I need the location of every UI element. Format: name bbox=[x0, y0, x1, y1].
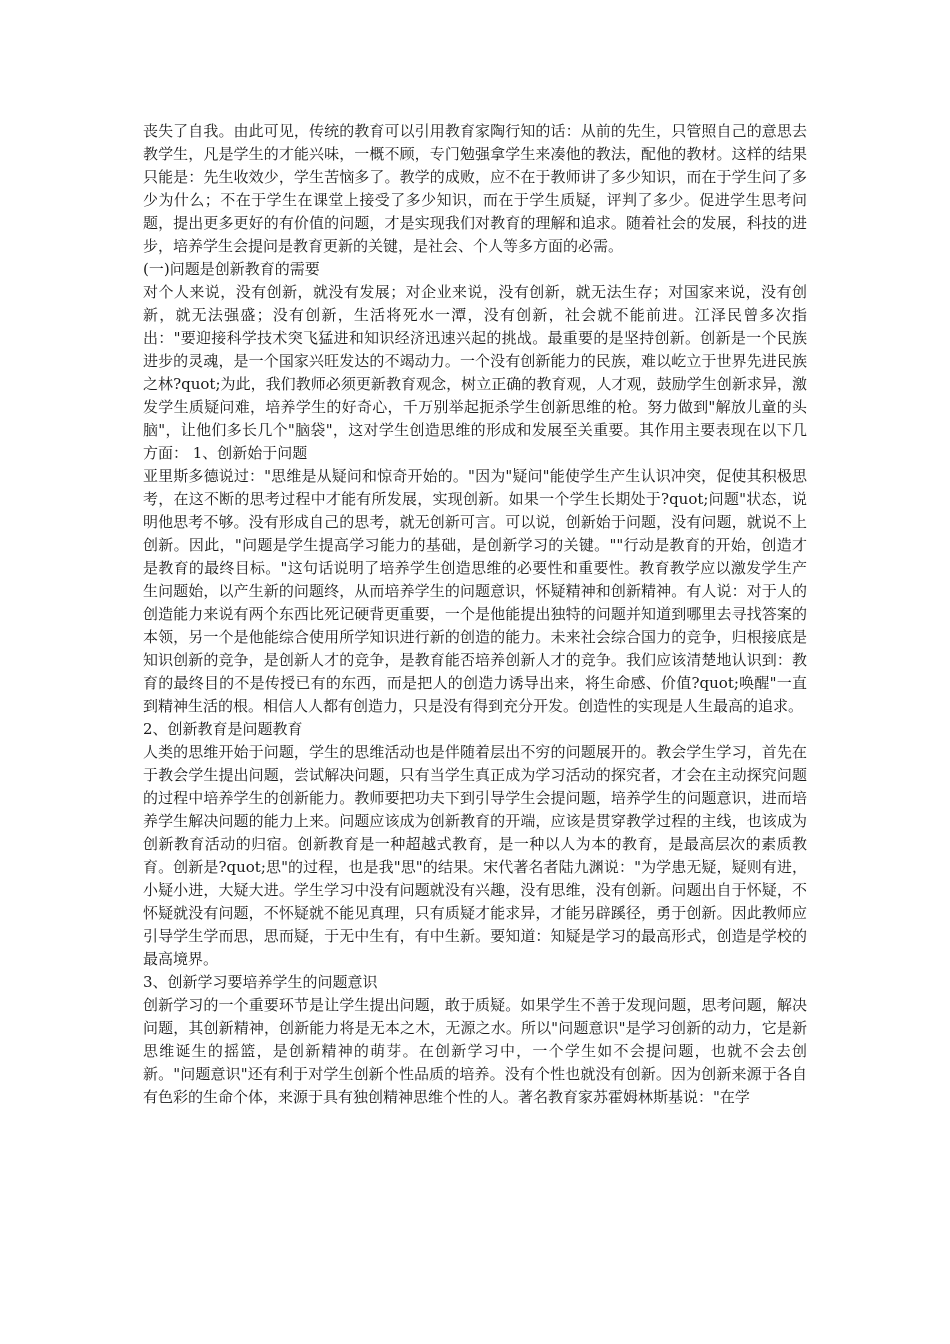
paragraph-innovation-need: 对个人来说，没有创新，就没有发展；对企业来说，没有创新，就无法生存；对国家来说，没有创新，就无法强盛；没有创新，生活将死水一潭，没有创新，社会就不能前进。江泽民曾多次指出："要迎接科学技术突飞猛进和知识经济迅速兴起的挑战。最重要的是坚持创新。创新是一个民族进步的灵魂，是一个国家兴旺发达的不竭动力。一个没有创新能力的民族，难以屹立于世界先进民族之林?quot;为此，我们教师必须更新教育观念，树立正确的教育观，人才观，鼓励学生创新求异，激发学生质疑问难，培养学生的好奇心，千万别举起扼杀学生创新思维的枪。努力做到"解放儿童的头脑"，让他们多长几个"脑袋"，这对学生创造思维的形成和发展至关重要。其作用主要表现在以下几方面： 1、创新始于问题 bbox=[143, 283, 807, 462]
section-heading-2: 2、创新教育是问题教育 bbox=[143, 720, 303, 738]
paragraph-problem-awareness: 创新学习的一个重要环节是让学生提出问题，敢于质疑。如果学生不善于发现问题，思考问题，解决问题，其创新精神，创新能力将是无本之木，无源之水。所以"问题意识"是学习创新的动力，它是新思维诞生的摇篮，是创新精神的萌芽。在创新学习中，一个学生如不会提问题，也就不会去创新。"问题意识"还有利于对学生创新个性品质的培养。没有个性也就没有创新。因为创新来源于各自有色彩的生命个体，来源于具有独创精神思维个性的人。著名教育家苏霍姆林斯基说："在学 bbox=[143, 996, 807, 1106]
section-heading-1: (一)问题是创新教育的需要 bbox=[143, 260, 320, 278]
paragraph-intro: 丧失了自我。由此可见，传统的教育可以引用教育家陶行知的话：从前的先生，只管照自己的意思去教学生，凡是学生的才能兴味，一概不顾，专门勉强拿学生来凑他的教法，配他的教材。这样的结果只能是：先生收效少，学生苦恼多了。教学的成败，应不在于教师讲了多少知识，而在于学生问了多少为什么；不在于学生在课堂上接受了多少知识，而在于学生质疑，评判了多少。促进学生思考问题，提出更多更好的有价值的问题，才是实现我们对教育的理解和追求。随着社会的发展，科技的进步，培养学生会提问是教育更新的关键，是社会、个人等多方面的必需。 bbox=[143, 122, 807, 255]
paragraph-problem-education: 人类的思维开始于问题，学生的思维活动也是伴随着层出不穷的问题展开的。教会学生学习，首先在于教会学生提出问题，尝试解决问题，只有当学生真正成为学习活动的探究者，才会在主动探究问题的过程中培养学生的创新能力。教师要把功夫下到引导学生会提问题，培养学生的问题意识，进而培养学生解决问题的能力上来。问题应该成为创新教育的开端，应该是贯穿教学过程的主线，也该成为创新教育活动的归宿。创新教育是一种超越式教育，是一种以人为本的教育，是最高层次的素质教育。创新是?quot;思"的过程，也是我"思"的结果。宋代著名者陆九渊说："为学患无疑，疑则有进，小疑小进，大疑大进。学生学习中没有问题就没有兴趣，没有思维，没有创新。问题出自于怀疑，不怀疑就没有问题，不怀疑就不能见真理，只有质疑才能求异，才能另辟蹊径，勇于创新。因此教师应引导学生学而思，思而疑，于无中生有，有中生新。要知道：知疑是学习的最高形式，创造是学校的最高境界。 bbox=[143, 743, 807, 968]
paragraph-innovation-starts: 亚里斯多德说过："思维是从疑问和惊奇开始的。"因为"疑问"能使学生产生认识冲突，促使其积极思考，在这不断的思考过程中才能有所发展，实现创新。如果一个学生长期处于?quot;问题"状态，说明他思考不够。没有形成自己的思考，就无创新可言。可以说，创新始于问题，没有问题，就说不上创新。因此，"问题是学生提高学习能力的基础，是创新学习的关键。""行动是教育的开始，创造才是教育的最终目标。"这句话说明了培养学生创造思维的必要性和重要性。教育教学应以激发学生产生问题始，以产生新的问题终，从而培养学生的问题意识，怀疑精神和创新精神。有人说：对于人的创造能力来说有两个东西比死记硬背更重要，一个是他能提出独特的问题并知道到哪里去寻找答案的本领，另一个是他能综合使用所学知识进行新的创造的能力。未来社会综合国力的竞争，归根接底是知识创新的竞争，是创新人才的竞争，是教育能否培养创新人才的竞争。我们应该清楚地认识到：教育的最终目的不是传授已有的东西，而是把人的创造力诱导出来，将生命感、价值?quot;唤醒"一直到精神生活的根。相信人人都有创造力，只是没有得到充分开发。创造性的实现是人生最高的追求。 bbox=[143, 467, 807, 715]
document-body bbox=[143, 120, 807, 1109]
section-heading-3: 3、创新学习要培养学生的问题意识 bbox=[143, 973, 378, 991]
